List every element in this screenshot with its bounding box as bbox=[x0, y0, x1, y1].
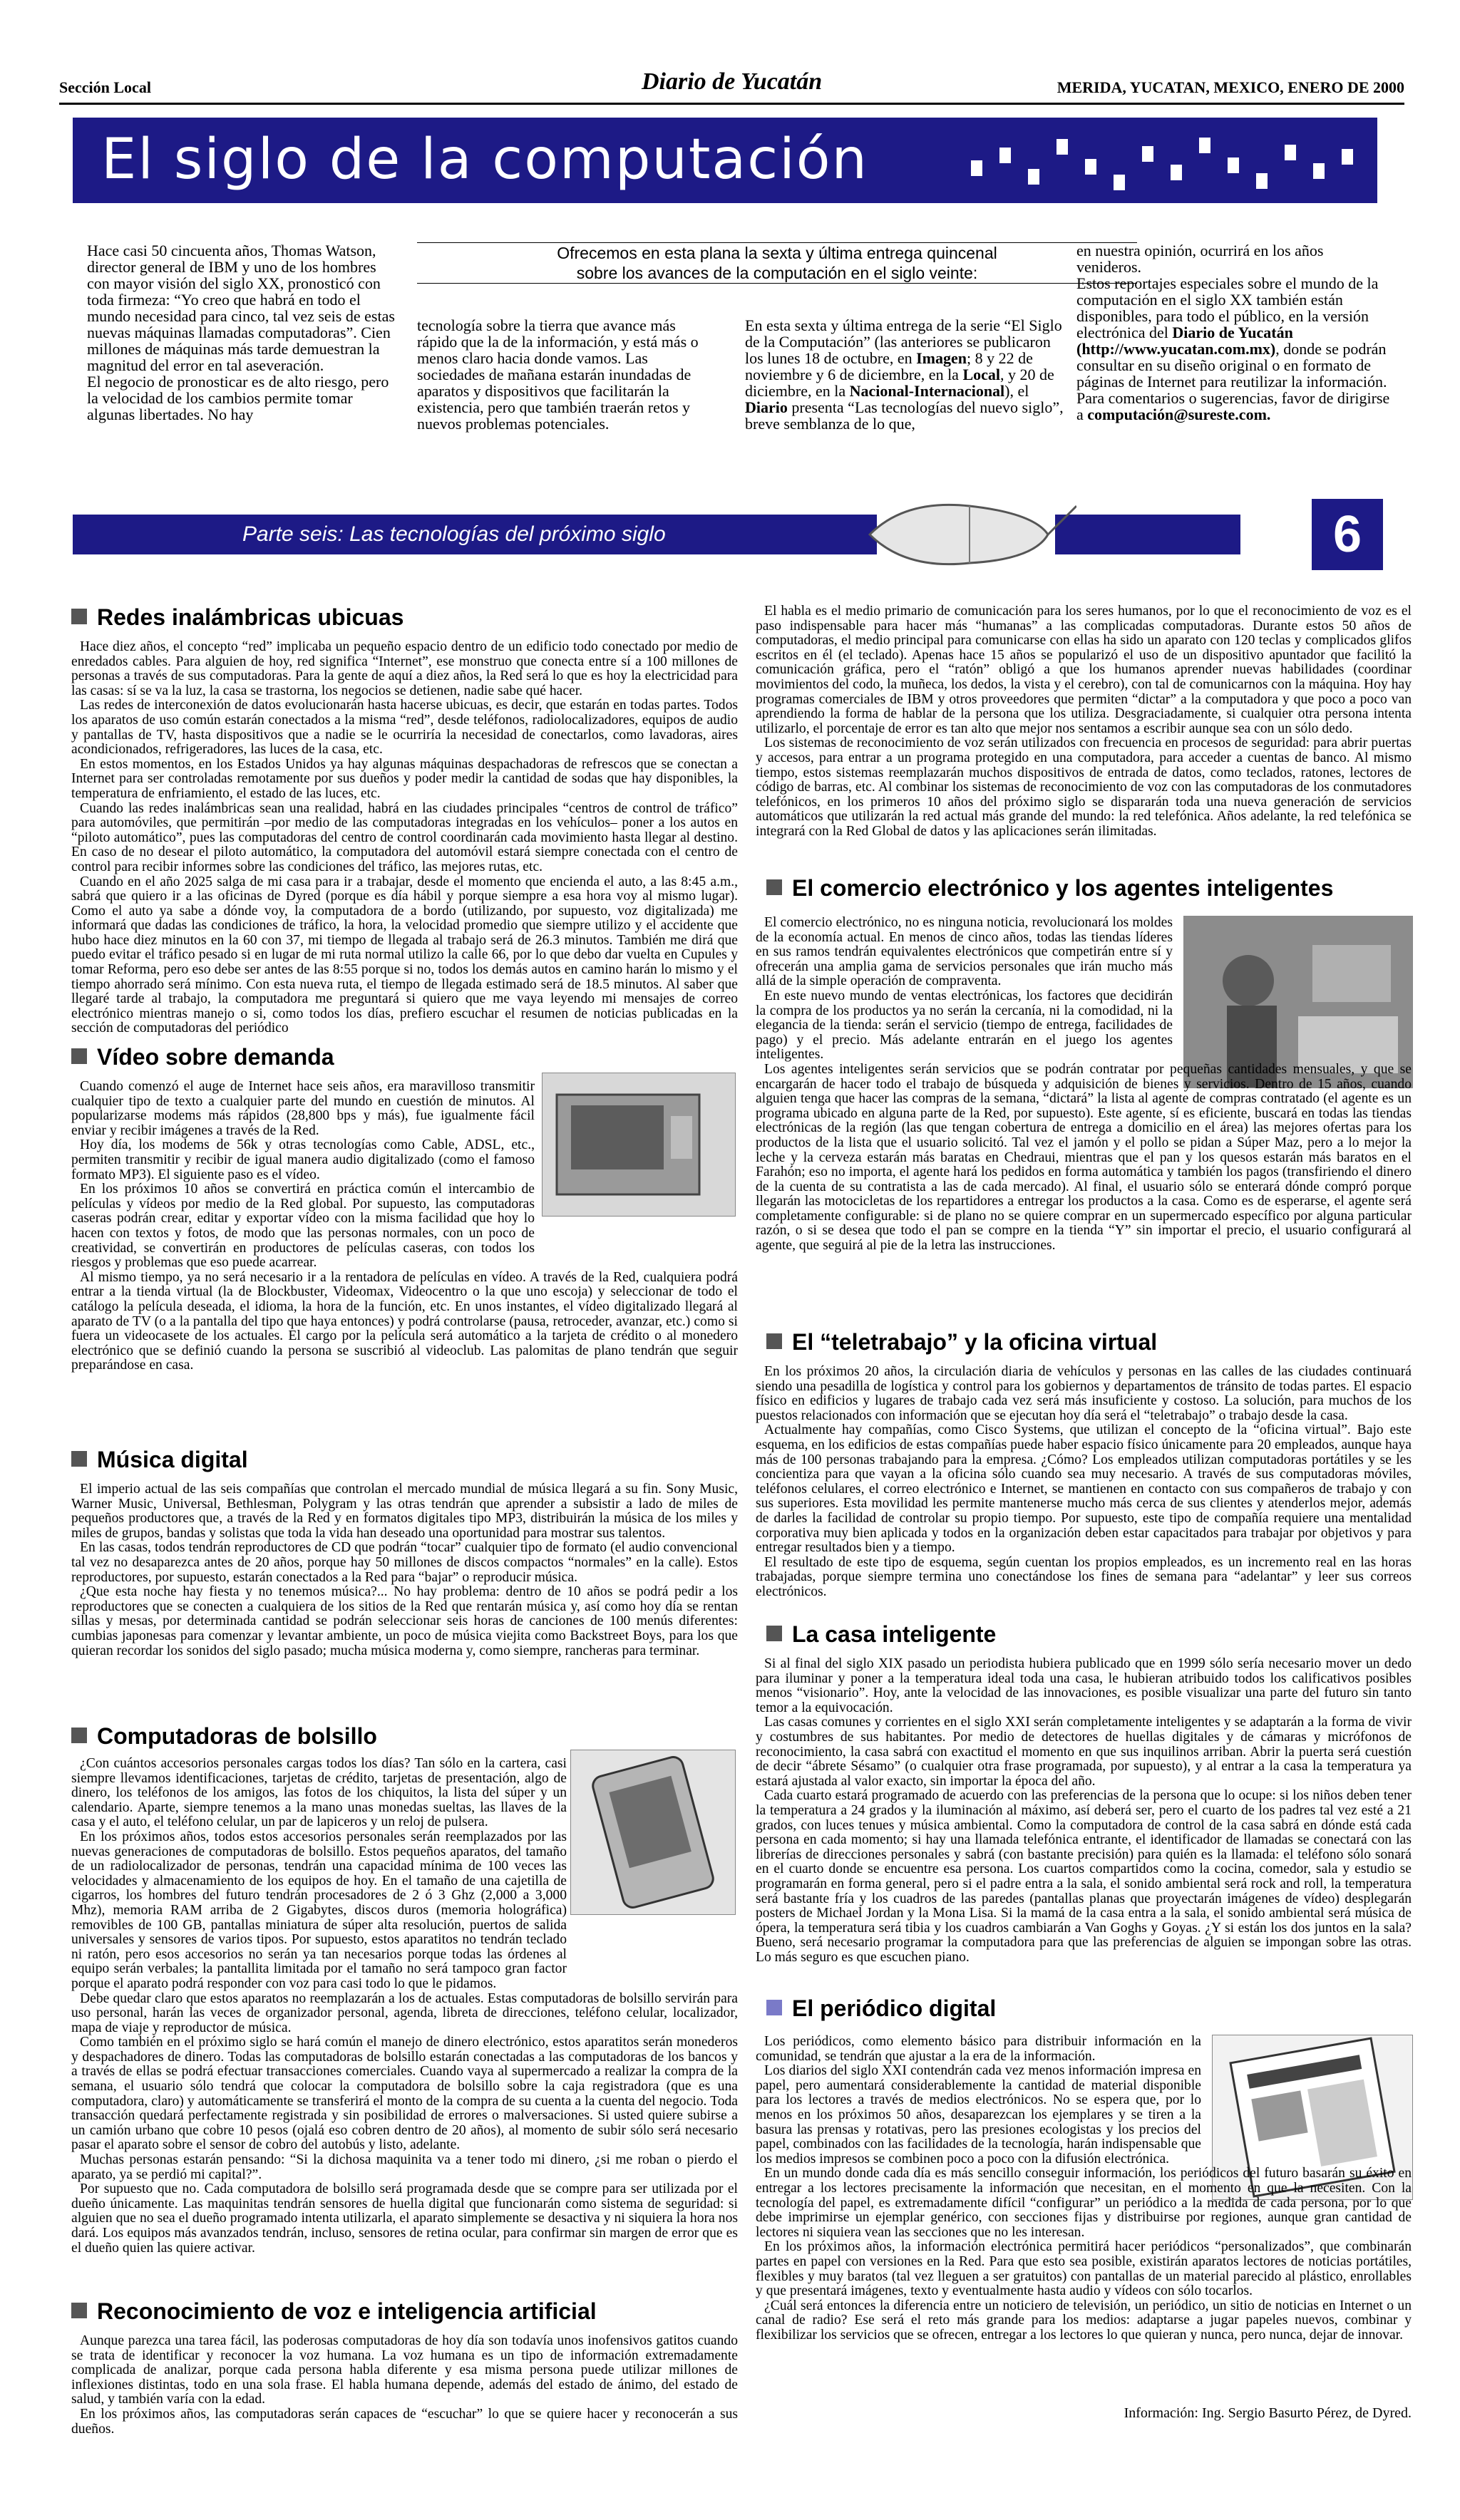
paragraph: Actualmente hay compañías, como Cisco Systems, que utilizan el concepto de la “oficina virtual”. Bajo este esquema, en los edificios de estas compañías puede haber espacio físico únicamente para 20 empleados, aunque haya más de 100 personas trabajando para la empresa. ¿Cómo? Los empleados utilizan computadoras portátiles y se les concientiza para que vayan a la oficina sólo cuando sea muy necesario. A través de sus computadoras móviles, teléfonos celulares, el correo electrónico e Internet, se mantienen en contacto con sus compañeros de trabajo y con sus superiores. Esta movilidad les permite mantenerse mucho más cerca de sus clientes y atenderlos mejor, además de darles la facilidad de controlar su propio tiempo. Por supuesto, este tipo de compañía requiere una mentalidad corporativa muy bien aplicada y todos en la organización deben estar capacitados para trabajar por objetivos y para entregar resultados bien y a tiempo. bbox=[756, 1422, 1412, 1556]
section-body-comercio bbox=[756, 916, 1412, 1254]
intro-text: Para comentarios o sugerencias, favor de dirigirse a bbox=[1076, 389, 1390, 423]
paragraph: En estos momentos, en los Estados Unidos ya hay algunas máquinas despachadoras de refrescos que se conectan a Internet para ser controladas remotamente por sus dueños y poder medir la cantidad de sodas que hay disponibles, la temperatura de enfriamiento, el estado de las luces, etc. bbox=[71, 756, 738, 801]
callout-line-2: sobre los avances de la computación en el siglo veinte: bbox=[576, 264, 978, 282]
email-link[interactable]: computación@sureste.com. bbox=[1087, 406, 1271, 423]
section-heading-redes: Redes inalámbricas ubicuas bbox=[71, 604, 403, 630]
section-heading-periodico: El periódico digital bbox=[766, 1995, 996, 2021]
intro-callout-box bbox=[417, 242, 1137, 284]
bullet-square bbox=[766, 879, 782, 895]
part-bar bbox=[73, 515, 877, 554]
paragraph: Los sistemas de reconocimiento de voz serán utilizados con frecuencia en procesos de seguridad: para abrir puertas y accesos, para entrar a un programa protegido en una computadora, para acceder a cuentas de banco. Al mismo tiempo, estos sistemas reemplazarán muchos dispositivos de entrada de datos, como teclados, ratones, lectores de código de barras, etc. Al combinar los sistemas de reconocimiento de voz con las computadoras de los conmutadores telefónicos, en los primeros 10 años del próximo siglo se dispararán toda una nueva generación de servicios automáticos que utilizarán la red actual más grande del mundo: la red telefónica. Años adelante, la red telefónica se integrará con la Red Global de datos y las aplicaciones serán ilimitadas. bbox=[756, 735, 1412, 839]
mouse-image bbox=[863, 492, 1076, 577]
paragraph: Los diarios del siglo XXI contendrán cada vez menos información impresa en papel, pero aumentará considerablemente la cantidad de material disponible para los lectores a través de medios electrónicos. No se espera que, por lo menos en los próximos 50 años, desaparezcan los ejemplares y se tiren a la basura las prensas y rotativas, pero las presiones ecologistas y los precios del papel, combinados con las facilidades de la tecnología, harán indispensable que los medios impresos se combinen poco a poco con la difusión electrónica. bbox=[756, 2063, 1201, 2167]
section-body-musica bbox=[71, 1482, 738, 1658]
paragraph: Cuando comenzó el auge de Internet hace seis años, era maravilloso transmitir cualquier tipo de texto a cualquier parte del mundo en cuestión de minutos. Al popularizarse modems más rápidos (28,800 bps y más), fue igualmente fácil enviar y recibir imágenes a través de la Red. bbox=[71, 1079, 535, 1138]
part-label-bold: Parte seis: bbox=[242, 522, 344, 546]
header-rule bbox=[59, 103, 1404, 105]
intro-paragraph: Hace casi 50 cincuenta años, Thomas Watson, director general de IBM y uno de los hombres con mayor visión del siglo XX, pronosticó con toda firmeza: “Yo creo que habrá en todo el mundo necesidad para cinco, tal vez seis de estas nuevas máquinas llamadas computadoras”. Cien millones de máquinas más tarde demuestran la magnitud del error en tal aseveración. bbox=[87, 242, 395, 374]
section-heading-voz: Reconocimiento de voz e inteligencia artificial bbox=[71, 2298, 597, 2324]
intro-text-bold: Diario de Yucatán bbox=[1172, 324, 1293, 341]
paragraph: En este nuevo mundo de ventas electrónicas, los factores que decidirán la compra de los productos ya no serán la cercanía, ni la comodidad, ni la elegancia de la tienda: serán el servicio (tiempo de entrega, facilidades de pago) y el precio. Más adelante entrarán en el juego los agentes inteligentes. bbox=[756, 988, 1173, 1063]
paragraph: En los próximos años, todos estos accesorios personales serán reemplazados por las nuevas generaciones de computadoras de bolsillo. Estos pequeños aparatos, del tamaño de un radiolocalizador de personas, tendrán una capacidad mínima de 100 veces las velocidades y almacenamiento de los equipos de hoy. En el tamaño de una cajetilla de cigarros, los hombres del futuro tendrán procesadores de 2 ó 3 Ghz (2,000 a 3,000 Mhz), memoria RAM arriba de 2 Gigabytes, discos duros (memoria holográfica) removibles de 100 GB, pantallas miniatura de súper alta resolución, puertos de salida universales y sensores de varios tipos. Por supuesto, estos aparatitos no tendrán teclado ni ratón, pero esos accesorios no serán ya tan necesarios porque todas las órdenes al equipo serán verbales; la pantallita limitada por el tamaño no será tampoco gran factor porque el aparato podrá responder con voz para casi todo lo que le pidamos. bbox=[71, 1829, 567, 1991]
bullet-square bbox=[766, 2000, 782, 2015]
section-body-video bbox=[71, 1080, 738, 1373]
paragraph: El habla es el medio primario de comunicación para los seres humanos, por lo que el reconocimiento de voz es el paso indispensable para hacer más “humanas” a las complicadas computadoras. Durante estos 50 años de computadoras, el medio principal para comunicarse con ellas ha sido un aparato con 120 teclas y complicados glifos escritos en él (el teclado). Apenas hace 15 años se popularizó el uso de un dispositivo apuntador que facilitó la comunicación gráfica, pero el “ratón” obligó a que los humanos aprender nuevas habilidades (coordinar movimientos del codo, la muñeca, los dedos, la vista y el cerebro), con tal de comunicarnos con la máquina. Hoy hay programas comerciales de IBM y otros proveedores que permiten “dictar” a la computadora y que poco a poco van aprendiendo la forma de hablar de la persona que los utiliza. Desgraciadamente, si cualquier otra persona intenta utilizarlo, el porcentaje de error es tan alto que mejor nos sentamos a escribir aunque sea con un sólo dedo. bbox=[756, 604, 1412, 736]
paragraph: Cuando en el año 2025 salga de mi casa para ir a trabajar, desde el momento que encienda el auto, a las 8:45 a.m., sabrá que quiero ir a las oficinas de Dyred (porque es día hábil y porque siempre a esa hora voy al mismo lugar). Como el auto ya sabe a dónde voy, la computadora de a bordo (utilizando, por supuesto, voz digitalizada) me informará que dadas las condiciones de tráfico, la hora, la velocidad promedio que siempre utilizo y el accidente que hubo hace diez minutos en la 60 con 37, mi tiempo de llegada al trabajo será de 26.3 minutos. También me dirá que puedo evitar el tráfico pesado si en lugar de mi ruta normal utilizo la calle 66, por lo que debo dar vuelta en Cupules y tomar Reforma, pero eso debe ser antes de las 8:55 porque si no, todos los demás autos en camino harán lo mismo y el tiempo ahorrado será mínimo. Con esta nueva ruta, el tiempo de llegada estimado será de 18.5 minutos. Al saber que llegaré tarde al trabajo, la computadora me preguntará si quiero que me vaya leyendo mi mensajes de correo electrónico mientras manejo o si, como todos los días, prefiero escuchar el resumen de noticias publicadas en la sección de computadoras del periódico bbox=[71, 874, 738, 1036]
section-heading-bolsillo: Computadoras de bolsillo bbox=[71, 1723, 377, 1749]
paragraph: Cuando las redes inalámbricas sean una realidad, habrá en las ciudades principales “centros de control de tráfico” para automóviles, que permitirán –por medio de las computadoras integradas en los vehículos– poner a los autos en “piloto automático”, pues las computadoras del centro de control coordinarán cada movimiento hasta llegar al destino. En caso de no desear el piloto automático, la computadora del automóvil estará siempre conectada con el centro de control para recibir informes sobre las condiciones del tráfico, las mejores rutas, etc. bbox=[71, 800, 738, 874]
bullet-square bbox=[71, 1048, 87, 1064]
intro-col-4 bbox=[1076, 242, 1390, 423]
section-body-voz bbox=[71, 2334, 738, 2437]
paragraph: Las casas comunes y corrientes en el siglo XXI serán completamente inteligentes y se adaptarán a la forma de vivir y costumbres de sus habitantes. Por medio de detectores de huellas digitales y de cámaras y micrófonos de reconocimiento, la casa sabrá con exactitud el momento en que sus inquilinos arriban. Abrir la puerta será cuestión de decir “ábrete Sésamo” (o cualquier otra frase programada, por supuesto), y al entrar a la casa la temperatura ya estará ajustada al valor exacto, sin importar la época del año. bbox=[756, 1715, 1412, 1789]
section-body-redes bbox=[71, 640, 738, 1036]
intro-paragraph: en nuestra opinión, ocurrirá en los años venideros. bbox=[1076, 242, 1324, 276]
paragraph: Aunque parezca una tarea fácil, las poderosas computadoras de hoy día son todavía unos inofensivos gatitos cuando se trata de identificar y reconocer la voz humana. La voz humana es un tipo de información extremadamente complicada de analizar, porque cada persona habla diferente y esa misma persona puede utilizar millones de inflexiones distintas, todo en una sola frase. El habla humana depende, además del estado de ánimo, del estado de salud, y también varía con la edad. bbox=[71, 2333, 738, 2407]
paragraph: En las casas, todos tendrán reproductores de CD que podrán “tocar” cualquier tipo de formato (el audio convencional tal vez no desaparezca antes de 20 años, porque hay 50 millones de discos compactos “normales” en la calle). Estos reproductores, por supuesto, estarán conectados a la Red para “bajar” o reproducir música. bbox=[71, 1540, 738, 1585]
paragraph: Hace diez años, el concepto “red” implicaba un pequeño espacio dentro de un edificio todo conectado por medio de enredados cables. Para alguien de hoy, red significa “Internet”, ese monstruo que conecta entre sí a 100 millones de personas a través de sus computadoras. Para la gente de aquí a diez años, la Red será lo que es hoy la electricidad para las casas: sí se va la luz, la casa se trastorna, los negocios se detienen, nadie sabe qué hacer. bbox=[71, 639, 738, 698]
paragraph: En los próximos 20 años, la circulación diaria de vehículos y personas en las calles de las ciudades continuará siendo una pesadilla de logística y control para los gobiernos y departamentos de tránsito de todas partes. El espacio físico en edificios y lugares de trabajo cada vez será más insuficiente y costoso. La solución, para muchos de los puestos relacionados con información que se ejecutan hoy día será el “teletrabajo” o trabajo desde la casa. bbox=[756, 1364, 1412, 1423]
intro-text: , donde se podrán consultar en su diseño original o en formato de páginas de Internet para reutilizar la información. bbox=[1076, 340, 1387, 391]
paragraph: ¿Que esta noche hay fiesta y no tenemos música?... No hay problema: dentro de 10 años se podrá pedir a los reproductores que se conecten a cualquiera de los sitios de la Red que rentarán música y, así como hoy día se rentan sillas y mesas, por determinada cantidad se podrán seleccionar seis horas de canciones de 100 menús diferentes: cumbias japonesas para comenzar y levantar ambiente, un poco de música viejita como Backstreet Boys, para los que quieran recordar los sonidos del siglo pasado; mucha música moderna y, como siempre, rancheras para terminar. bbox=[71, 1584, 738, 1658]
paragraph: En los próximos años, la información electrónica permitirá hacer periódicos “personalizados”, que combinarán partes en papel con versiones en la Red. Para que esto sea posible, existirán aparatos lectores de noticias portátiles, flexibles y muy baratos (tal vez lleguen a ser gratuitos) con pantallas de un material parecido al plástico, enrollables y que presentará imágenes, texto y eventualmente hasta audio y vídeos con sólo tocarlos. bbox=[756, 2239, 1412, 2299]
section-body-bolsillo bbox=[71, 1757, 738, 2256]
intro-text-bold: Nacional-Internacional bbox=[849, 382, 1005, 400]
newspaper-logo: Diario de Yucatán bbox=[642, 68, 823, 95]
section-heading-musica: Música digital bbox=[71, 1447, 248, 1472]
paragraph: Muchas personas estarán pensando: “Si la dichosa maquinita va a tener todo mi dinero, ¿si me roban o pierdo el aparato, ya se perdió mi capital?”. bbox=[71, 2152, 738, 2182]
intro-col-1 bbox=[87, 242, 401, 423]
section-body-casa bbox=[756, 1657, 1412, 1965]
intro-text: ), el bbox=[1004, 382, 1029, 400]
intro-text: ; 8 y 22 de noviembre y 6 de diciembre, en la bbox=[745, 349, 1033, 383]
paragraph: Como también en el próximo siglo se hará común el manejo de dinero electrónico, estos aparatitos serán monederos y despachadores de dinero. Todas las computadoras de bolsillo estarán conectadas a las computadoras de los bancos y a través de ellas se podrá efectuar transacciones comerciales. Cuando vaya al supermercado a realizar la compra de la semana, el usuario sólo tendrá que colocar la computadora de bolsillo sobre la caja registradora (que es una computadora, claro) y automáticamente se transferirá el monto de la compra de su cuenta a la cuenta del negocio. Toda transacción quedará perfectamente registrada y sin posibilidad de errores o malversaciones. Si usted quiere subirse a un camión urbano que cobre 10 pesos (ojalá eso cobren dentro de 20 años), al momento de subir sólo será necesario pasar el aparato sobre el sensor de cobro del autobús y listo, adelante. bbox=[71, 2035, 738, 2153]
paragraph: ¿Con cuántos accesorios personales cargas todos los días? Tan sólo en la cartera, casi siempre llevamos identificaciones, tarjetas de crédito, tarjetas de presentación, algo de dinero, los teléfonos de los amigos, las fotos de los chiquitos, la lista del súper y un calendario. Aparte, siempre tenemos a la mano unas monedas sueltas, las llaves de la casa y el auto, el teléfono celular, un par de lapiceros y un reloj de pulsera. bbox=[71, 1756, 567, 1830]
page-title: El siglo de la computación bbox=[101, 128, 868, 192]
intro-paragraph bbox=[1076, 390, 1390, 423]
intro-text: En esta sexta y última entrega de la serie “El Siglo de la Computación” (las anteriores se publicaron los lunes 18 de octubre, en bbox=[745, 316, 1062, 367]
paragraph: Las redes de interconexión de datos evolucionarán hasta hacerse ubicuas, es decir, que estarán en todas partes. Todos los aparatos de uso común estarán conectados a la misma “red”, desde teléfonos, radiolocalizadores, equipos de audio y pantallas de TV, hasta dispositivos que a nadie se le ocurriría la necesidad de conectarlos, como lavadoras, aires acondicionados, refrigeradores, las luces de la casa, etc. bbox=[71, 698, 738, 758]
intro-text: , y 20 de diciembre, en la bbox=[745, 366, 1054, 400]
section-body-periodico bbox=[756, 2035, 1412, 2343]
bullet-square bbox=[766, 1626, 782, 1641]
intro-text: presenta “Las tecnologías del nuevo siglo”, breve semblanza de lo que, bbox=[745, 398, 1064, 433]
callout-line-1: Ofrecemos en esta plana la sexta y última entrega quincenal bbox=[557, 244, 997, 262]
intro-paragraph bbox=[1076, 275, 1390, 390]
dateline: MERIDA, YUCATAN, MEXICO, ENERO DE 2000 bbox=[1057, 78, 1404, 96]
section-body-voz-continued bbox=[756, 604, 1412, 840]
part-label bbox=[242, 522, 666, 547]
intro-col-2: tecnología sobre la tierra que avance más rápido que la de la información, y está más o menos claro hacia donde vamos. Las sociedades de mañana estarán inundadas de aparatos y dispositivos que facilitarán la existencia, pero que también traerán retos y nuevos problemas potenciales. bbox=[417, 316, 699, 433]
intro-paragraph: El negocio de pronosticar es de alto riesgo, pero la velocidad de los cambios permite tomar algunas libertades. No hay bbox=[87, 373, 389, 423]
intro-text: Estos reportajes especiales sobre el mundo de la computación en el siglo XX también están disponibles, para todo el público, en la versión electrónica del bbox=[1076, 274, 1379, 341]
part-number: 6 bbox=[1332, 506, 1362, 563]
intro-text-bold: Local bbox=[962, 366, 1001, 383]
intro-text-bold: Imagen bbox=[916, 349, 967, 367]
paragraph: En un mundo donde cada día es más sencillo conseguir información, los periódicos del futuro basarán su éxito en entregar a los lectores precisamente la información que necesitan, en el momento en que la necesiten. Con la tecnología del papel, es extremadamente difícil “configurar” un periódico a la medida de cada persona, por lo que debe imprimirse un ejemplar genérico, con secciones fijas y distribuirse por regiones, aunque gran cantidad de lectores ni siquiera vean las secciones que no les interesan. bbox=[756, 2166, 1412, 2240]
section-heading-teletrabajo: El “teletrabajo” y la oficina virtual bbox=[766, 1329, 1157, 1355]
paragraph: Los periódicos, como elemento básico para distribuir información en la comunidad, se tendrán que ajustar a la era de la información. bbox=[756, 2034, 1201, 2064]
paragraph: El imperio actual de las seis compañías que controlan el mercado mundial de música llegará a su fin. Sony Music, Warner Music, Universal, Bethlesman, Polygram y las otras tendrán que aprender a subsistir a lado de miles de pequeños productores que, a través de la Red y en formatos digitales tipo MP3, distribuirán la música de los miles y miles de grupos, bandas y solistas que toda la vida han deseado una oportunidad para mostrar sus talentos. bbox=[71, 1482, 738, 1541]
bullet-square bbox=[766, 1333, 782, 1349]
paragraph: Cada cuarto estará programado de acuerdo con las preferencias de la persona que lo ocupe: si los niños deben tener la temperatura a 24 grados y la iluminación al máximo, así deberá ser, pero el cuarto de los padres tal vez esté a 21 grados, con luces tenues y música ambiental. Como la computadora de control de la casa sabrá en dónde está cada persona en cada momento; si hay una llamada telefónica entrante, el identificador de llamadas se conectará con las librerías de direcciones personales y sabrá (con bastante precisión) para quién es la llamada: el teléfono sólo sonará en el cuarto donde se encuentre esa persona. Los cuartos compartidos como la cocina, comedor, sala y estudio se programarán en forma general, pero si el padre entra a la sala, el sonido ambiental será rock and roll, la temperatura será bastante fría y los cuadros de las paredes (pantallas planas que proyectarán imágenes de vídeo) desplegarán posters de Michael Jordan y la Mona Lisa. Si la mamá de la casa entra a la sala, el sonido ambiental será música de ópera, la temperatura será tibia y los cuadros cambiarán a Van Goghs y Goyas. ¿Y si están los dos juntos en la sala? Bueno, será necesario programar la computadora para que las preferencias de alguien se impongan sobre las otras. Lo más seguro es que escuchen piano. bbox=[756, 1788, 1412, 1965]
part-label-rest: Las tecnologías del próximo siglo bbox=[343, 522, 666, 546]
intro-text-bold: Diario bbox=[745, 398, 788, 416]
credit-line: Información: Ing. Sergio Basurto Pérez, de Dyred. bbox=[1124, 2405, 1412, 2421]
paragraph: Los agentes inteligentes serán servicios que se podrán contratar por pequeñas cantidades mensuales, y que se encargarán de hacer todo el trabajo de búsqueda y adquisición de bienes y servicios. Dentro de 15 años, cuando alguien tenga que hacer las compras de la semana, “dictará” la lista al agente de compras contratado (el agente es un programa ubicado en alguna parte de la Red, por supuesto). Este agente, sí es eficiente, buscará en todas las tiendas electrónicas de la región (las que tengan cobertura de entrega a domicilio en el área) las mejores ofertas para los productos de la lista que el usuario solicitó. Tal vez el jamón y el pollo se pidan a Súper Maz, pero a lo mejor la leche y la cerveza estarán más baratas en Chedraui, mientras que el pan y los quesos estarán más baratos en el Farahón; eso no importa, el agente hará los pedidos en forma automática y también los pagos (transfiriendo el dinero de la cuenta de su contratista a las de cada mercado). Al final, el usuario sólo se enterará dónde compró porque llegarán las motocicletas de los repartidores a entregar los productos a la casa. Como es de esperarse, el agente será completamente configurable: si de plano no se quiere comprar en un supermercado específico por alguna particular razón, o si se desea que todo el pan se compre en la tienda “Y” sin importar el precio, el usuario configurará al agente, que seguirá al pie de la letra las instrucciones. bbox=[756, 1061, 1412, 1254]
bullet-square bbox=[71, 2303, 87, 2318]
paragraph: Si al final del siglo XIX pasado un periodista hubiera publicado que en 1999 sólo sería necesario mover un dedo para iluminar y poner a la temperatura ideal toda una casa, le hubieran atribuido todos los calificativos posibles menos “visionario”. Hoy, ante la velocidad de las innovaciones, es posible visualizar una parte del futuro sin tanto temor a la equivocación. bbox=[756, 1656, 1412, 1715]
section-heading-casa: La casa inteligente bbox=[766, 1621, 996, 1647]
section-heading-video: Vídeo sobre demanda bbox=[71, 1044, 334, 1070]
bullet-square bbox=[71, 1451, 87, 1467]
bullet-square bbox=[71, 1728, 87, 1743]
part-bar-right bbox=[1055, 515, 1240, 554]
paragraph: ¿Cuál será entonces la diferencia entre un noticiero de televisión, un periódico, un sitio de noticias en Internet o un canal de radio? Ese será el reto más grande para los medios: adaptarse a jugar papeles nuevos, combinar y flexibilizar los servicios que se ofrecen, entregar a los lectores lo que quieran y nunca, pero nunca, dejar de innovar. bbox=[756, 2298, 1412, 2343]
bullet-square bbox=[71, 609, 87, 624]
paragraph: Al mismo tiempo, ya no será necesario ir a la rentadora de películas en vídeo. A través de la Red, cualquiera podrá entrar a la tienda virtual (la de Blockbuster, Videomax, Videocentro o la que uno escoja) y seleccionar de todo el catálogo la película deseada, el idioma, la hora de la función, etc. En unos instantes, el vídeo digitalizado llegará al aparato de TV (o a la pantalla del tipo que haya entonces) y podrá controlarse (pausa, retroceder, avanzar, etc.) como si fuera un videocasete de los actuales. El cargo por la película será automático a la tarjeta de crédito o al monedero electrónico que se definió cuando la persona se suscribió al videoclub. Las palomitas de plano tendrán que seguir preparándose en casa. bbox=[71, 1269, 738, 1373]
part-number-box bbox=[1312, 499, 1383, 570]
paragraph: El resultado de este tipo de esquema, según cuentan los propios empleados, es un incremento real en las horas trabajadas, porque siempre termina uno conectándose los fines de semana para “adelantar” y leer sus correos electrónicos. bbox=[756, 1554, 1412, 1599]
paragraph: En los próximos años, las computadoras serán capaces de “escuchar” lo que se quiere hacer y reconocerán a sus dueños. bbox=[71, 2406, 738, 2437]
paragraph: Por supuesto que no. Cada computadora de bolsillo será programada desde que se compre para ser utilizada por el dueño únicamente. Las maquinitas tendrán sensores de huella digital que funcionarán como sistema de seguridad: si alguien que no sea el dueño programado intenta utilizarla, el aparato simplemente se desactiva y ni siquiera la hora nos dará. Los equipos más avanzados tendrán, incluso, sensores de retina ocular, para confirmar sin margen de error que es el dueño quien las quiere activar. bbox=[71, 2181, 738, 2256]
section-body-teletrabajo bbox=[756, 1365, 1412, 1600]
intro-col-3 bbox=[745, 317, 1066, 432]
website-link[interactable]: (http://www.yucatan.com.mx) bbox=[1076, 340, 1276, 358]
section-label: Sección Local bbox=[59, 78, 151, 96]
paragraph: En los próximos 10 años se convertirá en práctica común el intercambio de películas y vídeos por medio de la Red global. Por supuesto, las computadoras caseras podrán crear, editar y exportar vídeo con la misma facilidad que hoy lo hacen con textos y fotos, de modo que las personas normales, con un poco de creatividad, se convertirán en productores de películas caseras, con todos los riesgos y problemas que eso puede acarrear. bbox=[71, 1182, 535, 1271]
section-heading-comercio: El comercio electrónico y los agentes inteligentes bbox=[766, 875, 1333, 901]
paragraph: El comercio electrónico, no es ninguna noticia, revolucionará los moldes de la economía actual. En menos de cinco años, todas las tiendas líderes en sus ramos tendrán equivalentes electrónicos que competirán entre sí y ofrecerán una amplia gama de servicios personales que irán mucho más allá de la simple operación de compraventa. bbox=[756, 915, 1173, 989]
paragraph: Debe quedar claro que estos aparatos no reemplazarán a los de actuales. Estas computadoras de bolsillo servirán para uso personal, harán las veces de organizador personal, agenda, libreta de direcciones, teléfono celular, localizador, mapa de viaje y reproductor de música. bbox=[71, 1990, 738, 2035]
title-banner bbox=[73, 118, 1377, 203]
paragraph: Hoy día, los modems de 56k y otras tecnologías como Cable, ADSL, etc., permiten transmitir y recibir de igual manera audio digitalizado (como el famoso formato MP3). El siguiente paso es el vídeo. bbox=[71, 1137, 535, 1182]
